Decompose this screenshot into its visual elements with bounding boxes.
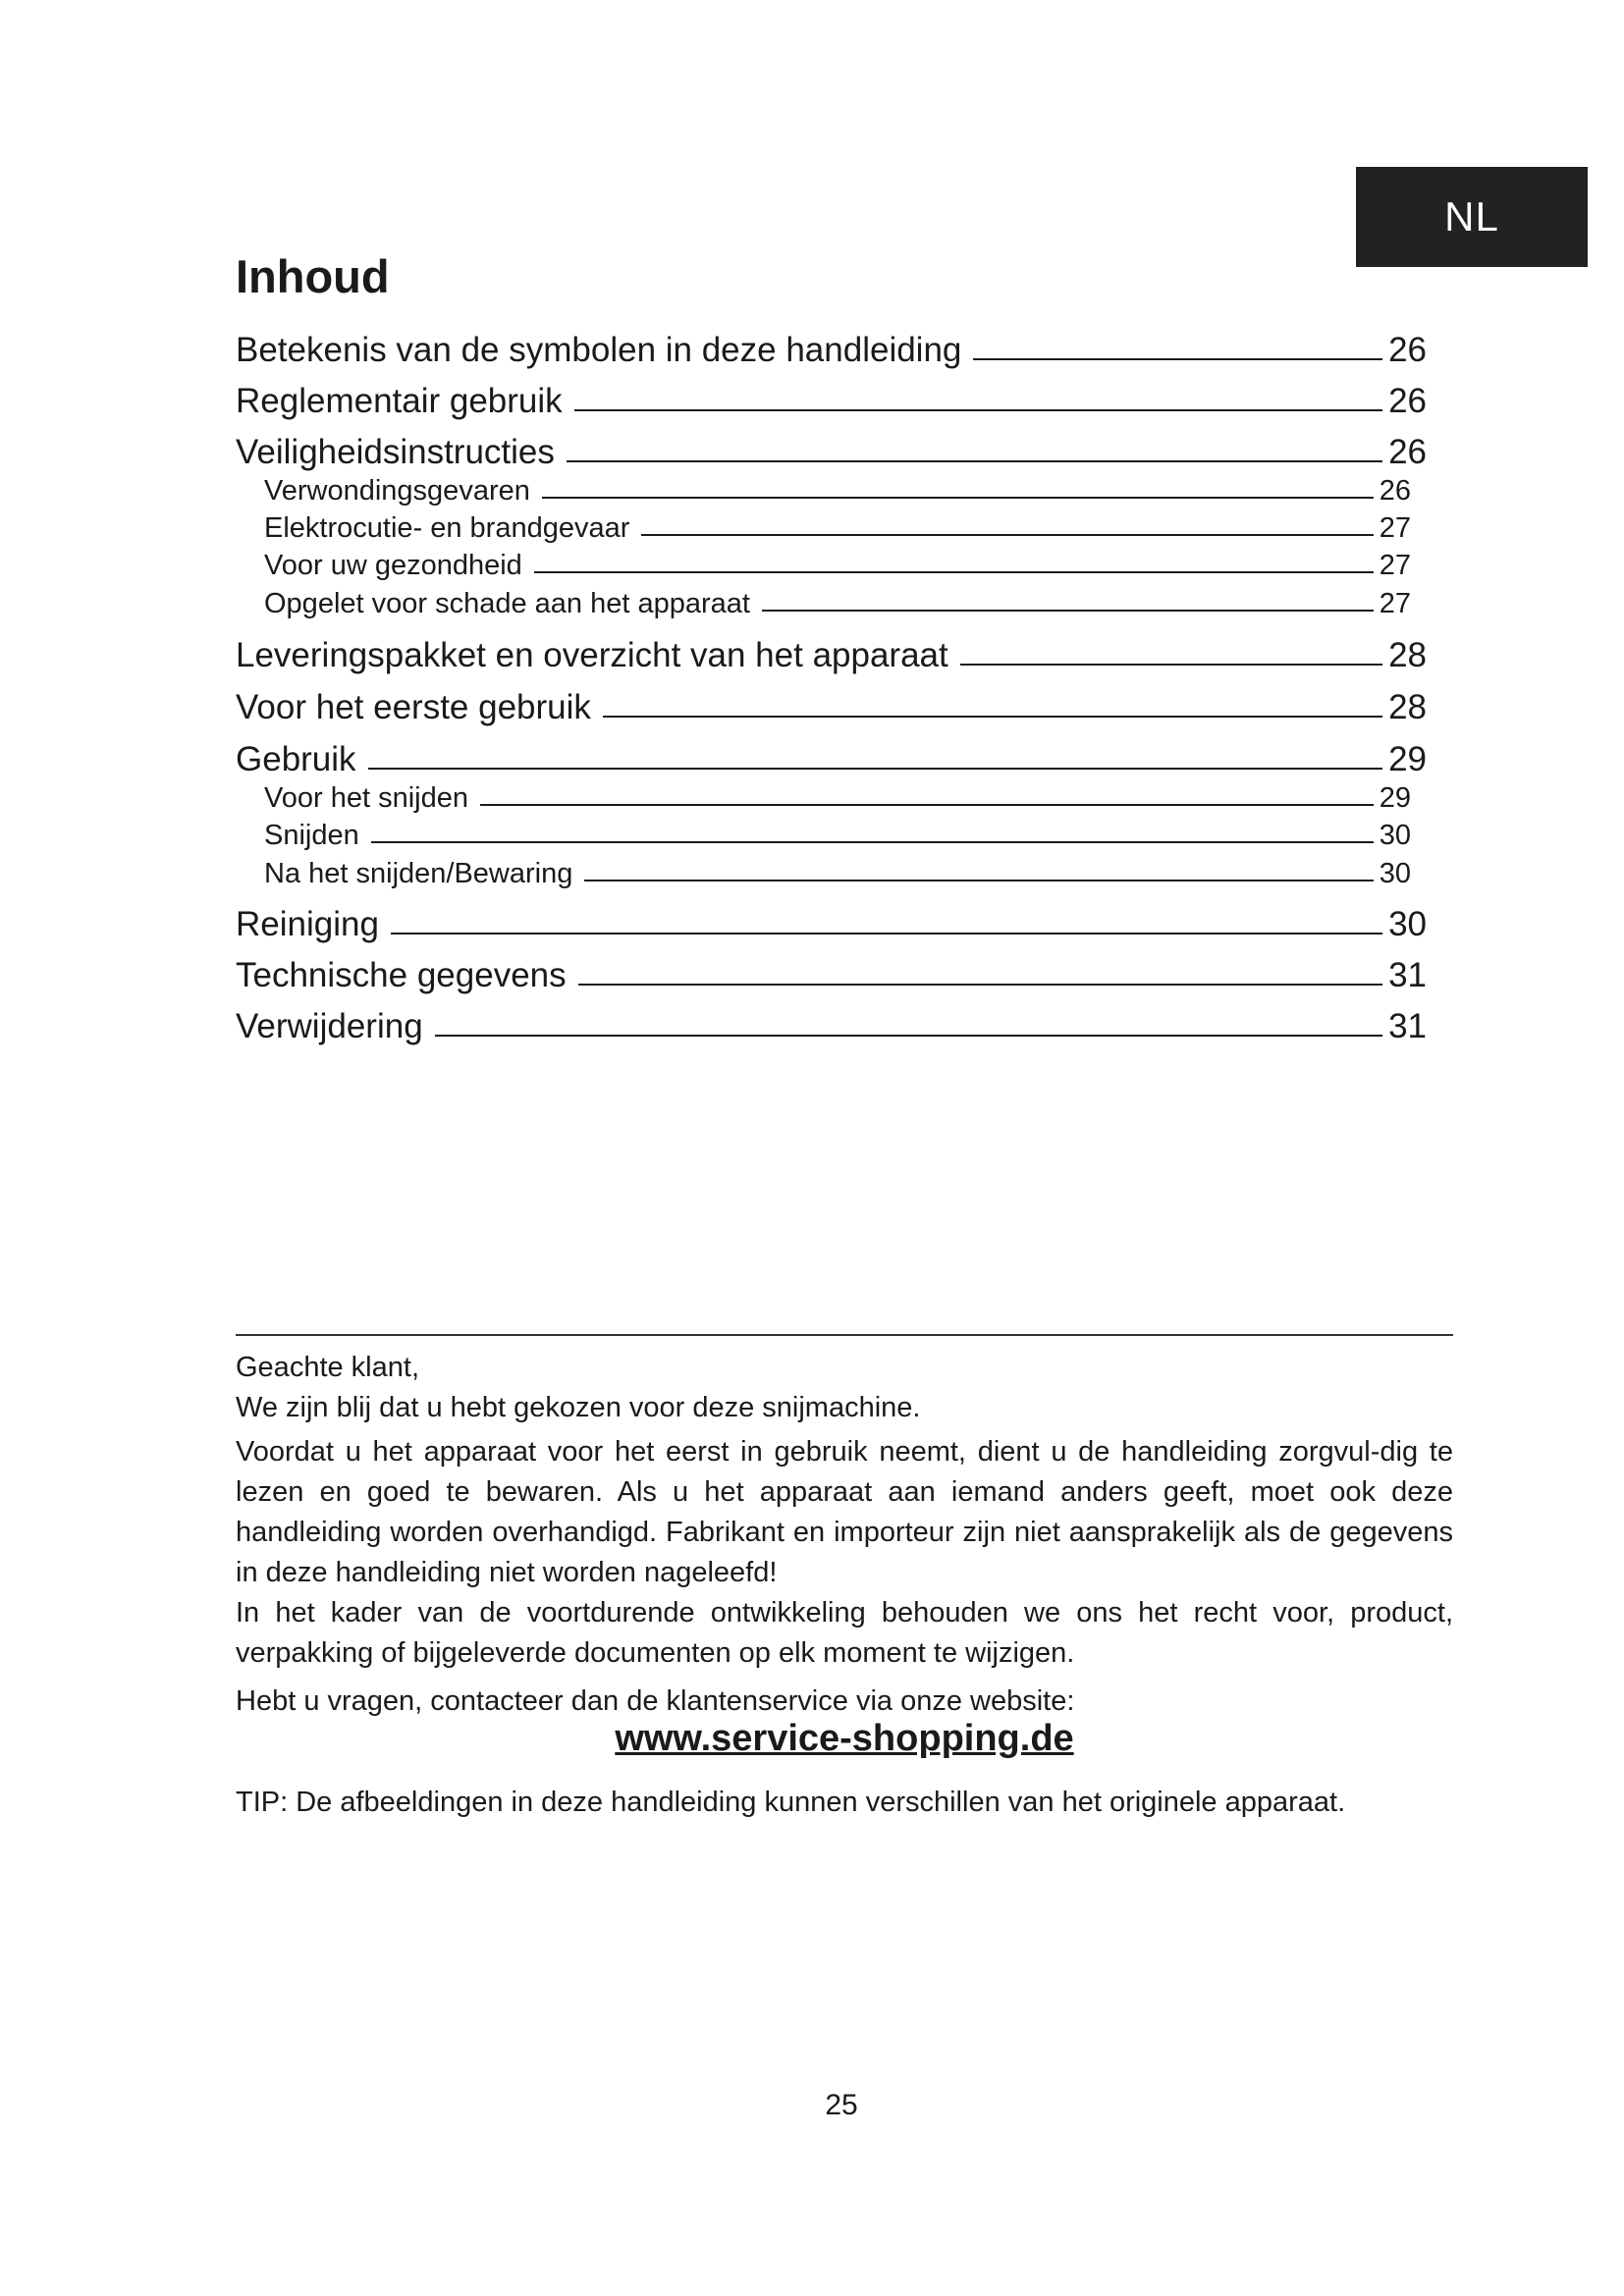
toc-leader-line: [578, 984, 1382, 986]
toc-entry-page: 26: [1388, 382, 1427, 420]
toc-leader-line: [584, 880, 1373, 881]
questions-text: Hebt u vragen, contacteer dan de klantenservice via onze website:: [236, 1685, 1075, 1717]
toc-entry-page: 31: [1388, 1007, 1427, 1045]
toc-leader-line: [973, 358, 1382, 360]
toc-entry-label: Elektrocutie- en brandgevaar: [264, 512, 630, 544]
toc-subentry[interactable]: [264, 550, 1411, 582]
toc-entry-page: 26: [1388, 331, 1427, 369]
toc-entry-label: Leveringspakket en overzicht van het apparaat: [236, 636, 948, 674]
toc-entry-label: Verwijdering: [236, 1007, 423, 1045]
tip-text: TIP: De afbeeldingen in deze handleiding kunnen verschillen van het originele apparaat.: [236, 1787, 1346, 1818]
greeting: Geachte klant,: [236, 1352, 419, 1383]
toc-entry-label: Reglementair gebruik: [236, 382, 563, 420]
toc-subentry[interactable]: [264, 588, 1411, 620]
toc-leader-line: [960, 664, 1382, 666]
toc-entry[interactable]: [236, 636, 1427, 675]
toc-entry-label: Snijden: [264, 820, 359, 851]
toc-entry[interactable]: [236, 433, 1427, 472]
toc-entry-label: Na het snijden/Bewaring: [264, 858, 573, 889]
toc-entry-label: Veiligheidsinstructies: [236, 433, 555, 471]
toc-entry-page: 28: [1388, 688, 1427, 726]
toc-entry-page: 30: [1379, 820, 1411, 851]
toc-title: Inhoud: [236, 250, 390, 302]
toc-leader-line: [542, 497, 1374, 499]
toc-subentry[interactable]: [264, 782, 1411, 815]
toc-entry-page: 30: [1388, 905, 1427, 943]
toc-leader-line: [567, 460, 1382, 462]
toc-entry-label: Gebruik: [236, 740, 356, 778]
toc-leader-line: [480, 804, 1374, 806]
toc-entry-page: 26: [1379, 475, 1411, 507]
toc-entry-page: 27: [1379, 512, 1411, 544]
toc-entry-label: Reiniging: [236, 905, 379, 943]
toc-leader-line: [368, 768, 1383, 770]
toc-entry[interactable]: [236, 688, 1427, 727]
toc-entry-label: Voor uw gezondheid: [264, 550, 522, 581]
section-divider: [236, 1334, 1453, 1336]
toc-entry-label: Technische gegevens: [236, 956, 567, 994]
toc-leader-line: [603, 716, 1382, 718]
toc-entry[interactable]: [236, 905, 1427, 944]
table-of-contents: [0, 0, 1624, 1080]
intro-line: We zijn blij dat u hebt gekozen voor deze snijmachine.: [236, 1392, 921, 1423]
toc-entry-page: 30: [1379, 858, 1411, 889]
toc-entry-label: Voor het snijden: [264, 782, 468, 814]
toc-entry[interactable]: [236, 331, 1427, 370]
toc-subentry[interactable]: [264, 512, 1411, 545]
toc-leader-line: [391, 933, 1382, 934]
toc-entry-page: 27: [1379, 588, 1411, 619]
toc-entry-page: 31: [1388, 956, 1427, 994]
toc-leader-line: [371, 841, 1374, 843]
toc-entry-page: 27: [1379, 550, 1411, 581]
intro-paragraph: Voordat u het apparaat voor het eerst in gebruik neemt, dient u de handleiding zorgvul-dig te lezen en goed te bewaren. Als u het apparaat aan iemand anders geeft, moet ook deze handleiding worden overhandigd. Fabrikant en importeur zijn niet aansprakelijk als de gegevens in deze handleiding niet worden nageleefd!: [236, 1436, 1453, 1588]
intro-text: [236, 1348, 1453, 1722]
toc-leader-line: [641, 534, 1373, 536]
toc-subentry[interactable]: [264, 858, 1411, 890]
toc-leader-line: [534, 571, 1374, 573]
toc-entry[interactable]: [236, 1007, 1427, 1046]
toc-entry[interactable]: [236, 740, 1427, 779]
page-number: 25: [825, 2089, 858, 2121]
intro-paragraph: In het kader van de voortdurende ontwikkeling behouden we ons het recht voor, product, verpakking of bijgeleverde documenten op elk moment te wijzigen.: [236, 1597, 1453, 1669]
toc-entry-page: 29: [1379, 782, 1411, 814]
toc-leader-line: [574, 409, 1382, 411]
toc-subentry[interactable]: [264, 820, 1411, 852]
toc-entry-page: 29: [1388, 740, 1427, 778]
toc-entry-label: Opgelet voor schade aan het apparaat: [264, 588, 750, 619]
toc-entry-page: 26: [1388, 433, 1427, 471]
toc-entry[interactable]: [236, 382, 1427, 421]
toc-entry-label: Voor het eerste gebruik: [236, 688, 591, 726]
toc-entry-label: Verwondingsgevaren: [264, 475, 530, 507]
toc-entry-label: Betekenis van de symbolen in deze handleiding: [236, 331, 962, 369]
toc-leader-line: [435, 1035, 1382, 1037]
toc-entry[interactable]: [236, 956, 1427, 995]
website-link[interactable]: www.service-shopping.de: [615, 1718, 1074, 1759]
toc-entry-page: 28: [1388, 636, 1427, 674]
toc-subentry[interactable]: [264, 475, 1411, 507]
toc-leader-line: [762, 610, 1374, 612]
language-tab: NL: [1356, 167, 1588, 267]
